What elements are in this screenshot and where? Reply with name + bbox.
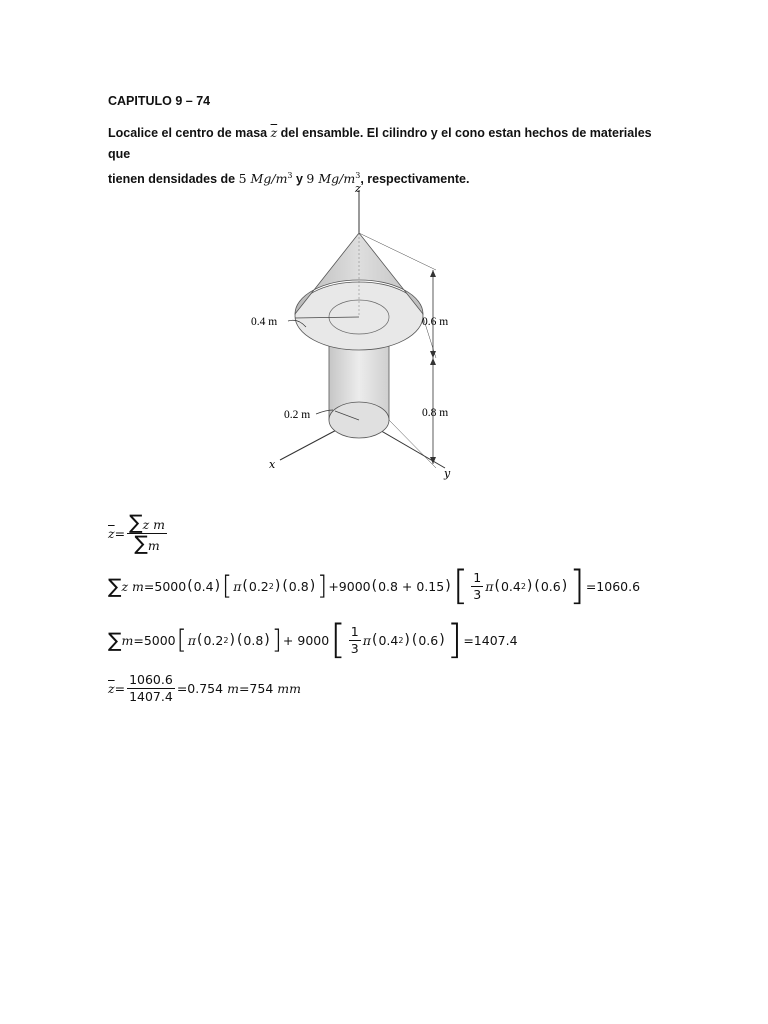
cone-base bbox=[295, 282, 423, 350]
equation-sum-m: ∑ m =5000 [ π ( 0.2 2 ) ( 0.8 ) ] + 9000 [ $\frac{1}{3}$ π ( 0.4 2 ) ( 0.6 ) ] =1407.4 bbox=[108, 617, 518, 663]
equation-zbar-result: $\overline{z}$ = $\frac{1060.6}{1407.4}$ =0.754 m =754 mm bbox=[108, 672, 301, 704]
cylinder-radius-label: 0.2 m bbox=[284, 409, 311, 421]
equation-sum-zm: ∑ z m =5000 ( 0.4 ) [ π ( 0.2 2 ) ( 0.8 ) ] +9000 ( 0.8 + 0.15 ) [ $\frac{1}{3}$ π ( 0.4 2 ) ( 0.6 ) ] =1060.6 bbox=[108, 563, 641, 609]
chapter-heading: CAPITULO 9 – 74 bbox=[108, 94, 211, 108]
cone-radius-label: 0.4 m bbox=[251, 316, 278, 328]
y-axis-label: y bbox=[444, 467, 451, 480]
z-axis-label: z bbox=[355, 182, 361, 195]
cone-height-label: 0.6 m bbox=[422, 316, 449, 328]
density-cone: 9 $Mg/m^3$ bbox=[306, 171, 361, 187]
z-bar-symbol: $\overline{z}$ bbox=[270, 125, 278, 140]
density-cylinder: 5 $Mg/m^3$ bbox=[238, 171, 293, 187]
equation-zbar-definition: $\overline{z}$ = $\frac{\text{∑z m}}{\sum m}$ bbox=[108, 510, 165, 555]
problem-statement: Localice el centro de masa $\overline{z}$ del ensamble. El cilindro y el cono estan hechos de materiales que tienen densidades de 5 $Mg/m^3$ y 9 $Mg/m^3$, respectivamente. bbox=[108, 125, 652, 187]
x-axis-label: x bbox=[269, 458, 276, 471]
cylinder-height-label: 0.8 m bbox=[422, 407, 449, 419]
assembly-figure bbox=[240, 178, 480, 483]
